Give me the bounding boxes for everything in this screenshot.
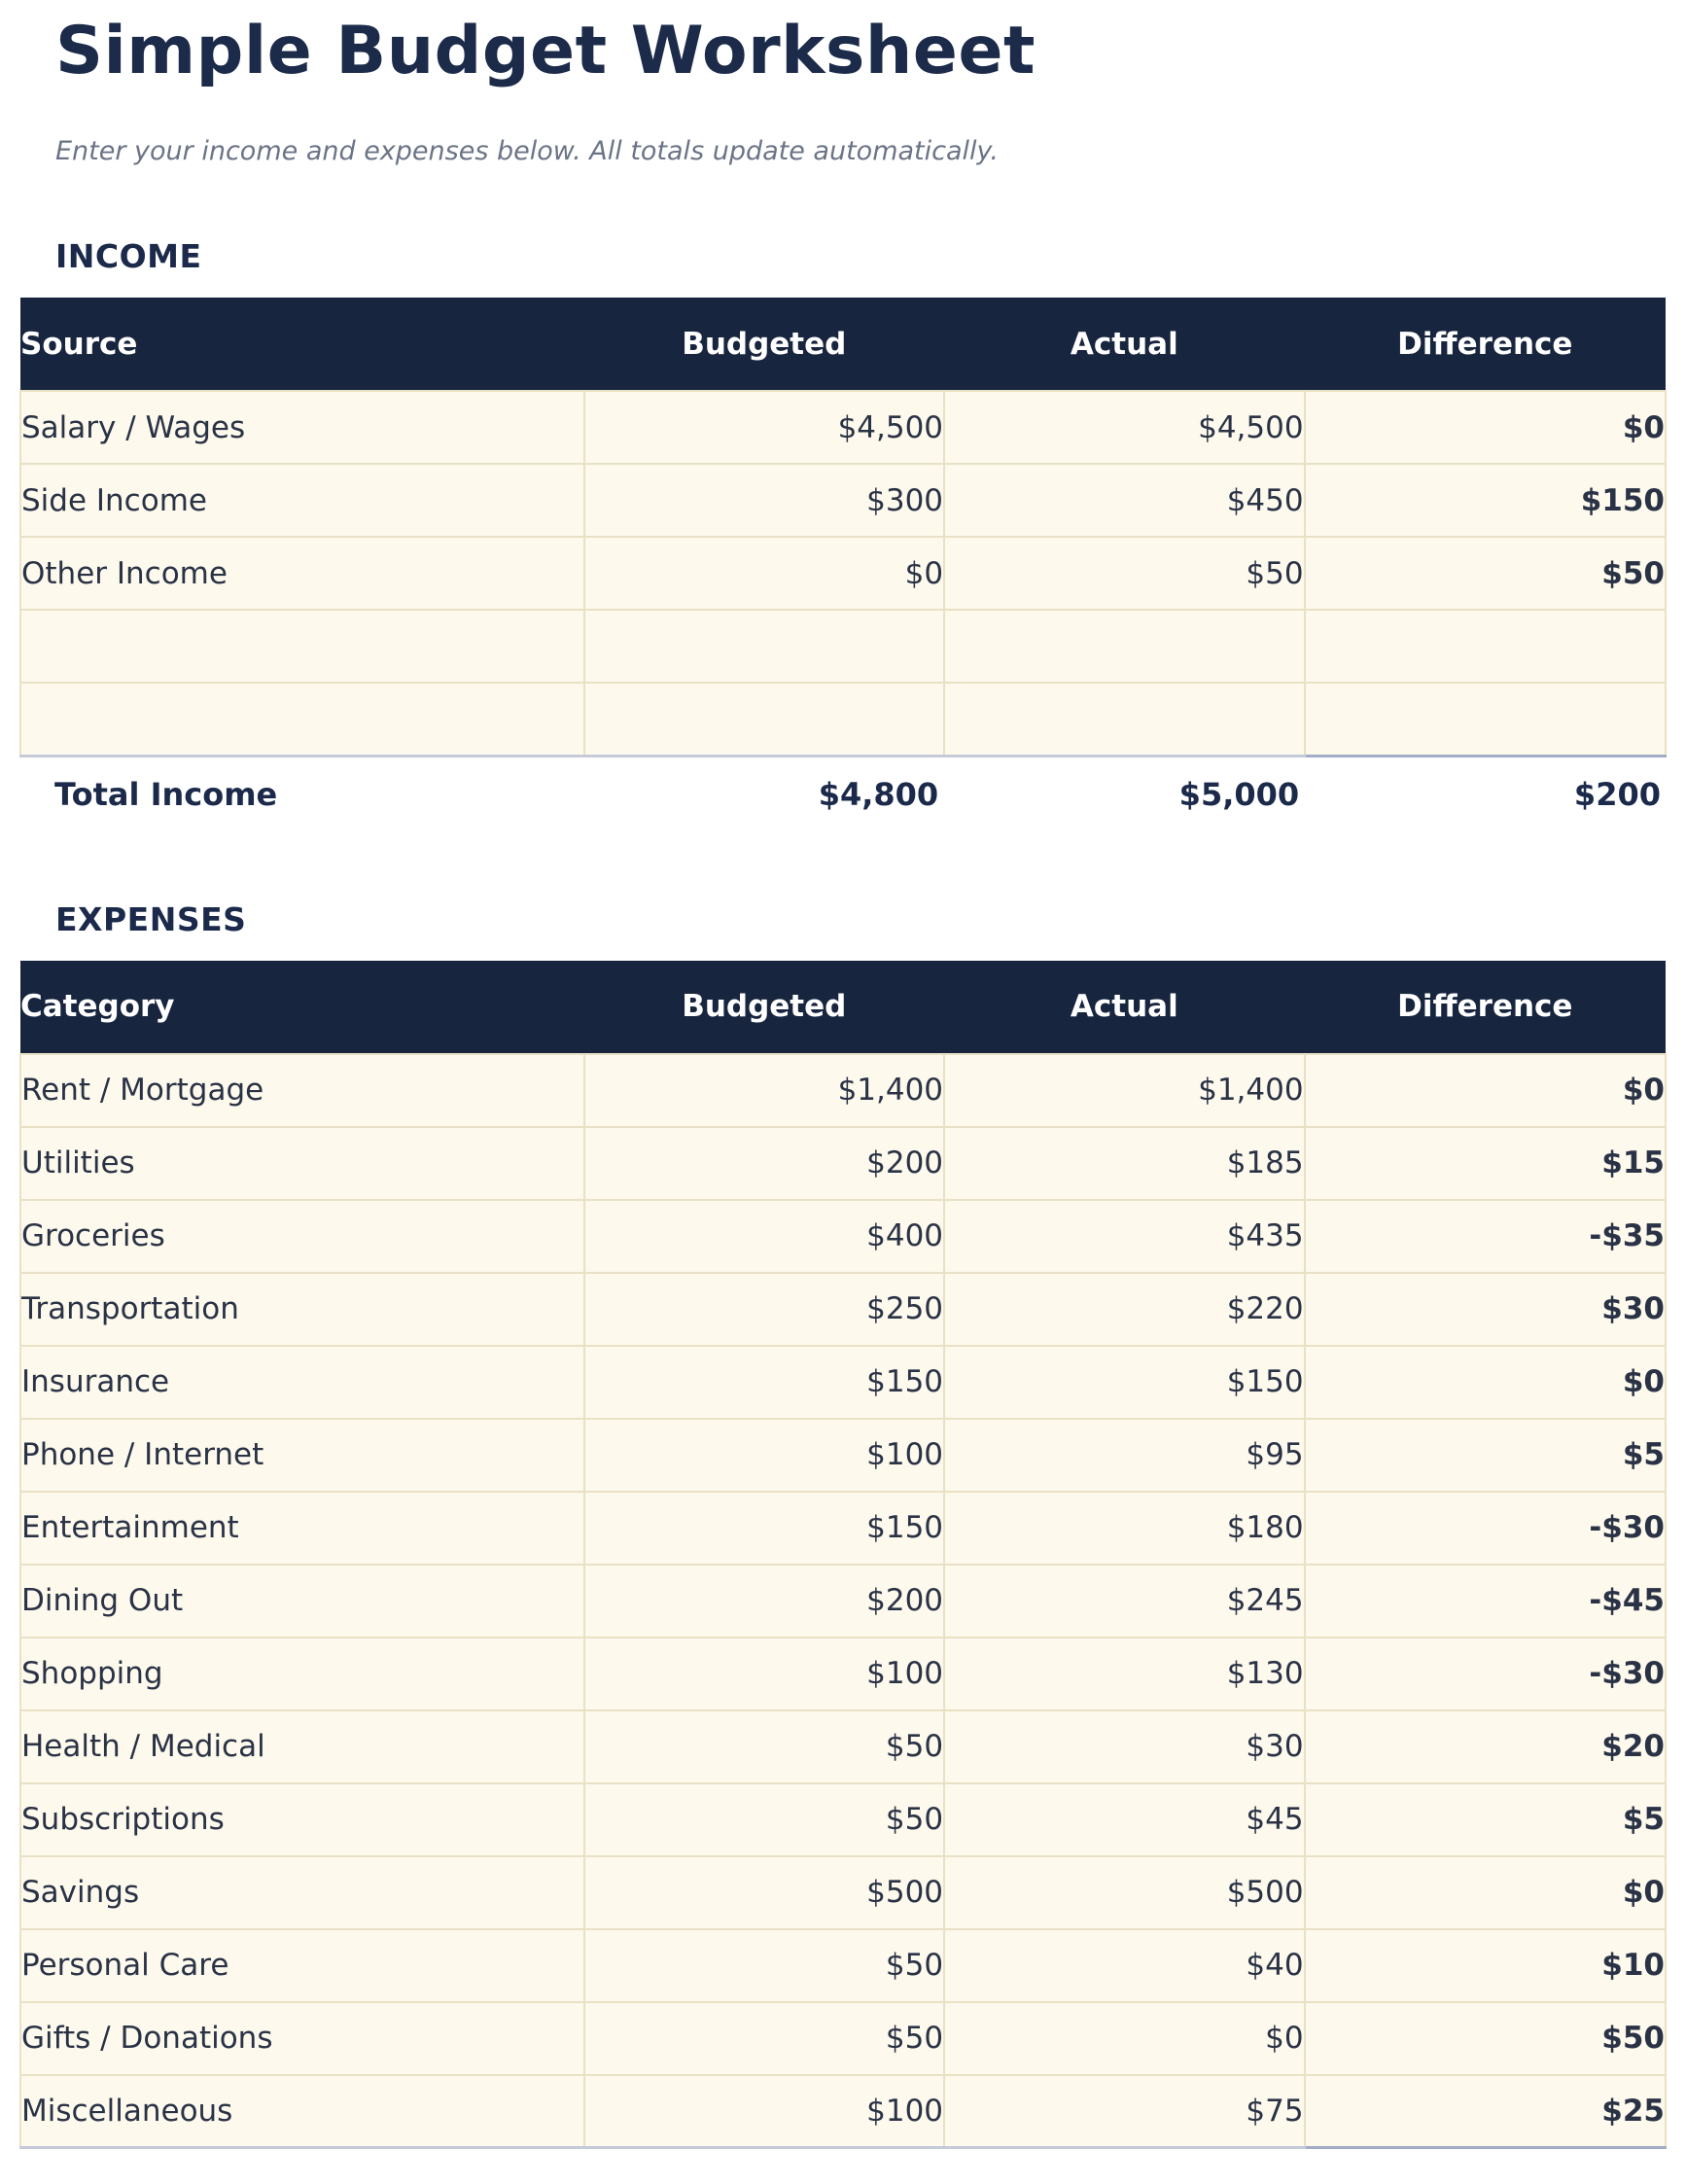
expenses-section-heading: EXPENSES bbox=[55, 899, 247, 938]
expense-category-cell[interactable]: Transportation bbox=[20, 1273, 584, 1346]
income-total-label: Total Income bbox=[54, 775, 278, 813]
income-difference-cell bbox=[1305, 610, 1666, 683]
expenses-header-actual: Actual bbox=[944, 961, 1305, 1054]
expense-budgeted-cell[interactable]: $1,400 bbox=[584, 1054, 945, 1127]
income-actual-cell[interactable]: $450 bbox=[944, 464, 1305, 537]
expense-budgeted-cell[interactable]: $250 bbox=[584, 1273, 945, 1346]
expense-category-cell[interactable]: Utilities bbox=[20, 1127, 584, 1200]
expense-actual-cell[interactable]: $245 bbox=[944, 1565, 1305, 1638]
expense-difference-cell: $20 bbox=[1305, 1710, 1666, 1783]
income-budgeted-cell[interactable]: $4,500 bbox=[584, 391, 945, 464]
expense-row bbox=[20, 1492, 1666, 1565]
expense-difference-cell: $25 bbox=[1305, 2075, 1666, 2148]
expense-actual-cell[interactable]: $30 bbox=[944, 1710, 1305, 1783]
expense-category-cell[interactable]: Insurance bbox=[20, 1346, 584, 1419]
expense-row bbox=[20, 2075, 1666, 2148]
income-row bbox=[20, 537, 1666, 610]
income-table bbox=[19, 298, 1667, 757]
expense-row bbox=[20, 1419, 1666, 1492]
expense-difference-cell: -$30 bbox=[1305, 1492, 1666, 1565]
expense-difference-cell: $5 bbox=[1305, 1419, 1666, 1492]
income-source-cell[interactable]: Salary / Wages bbox=[20, 391, 584, 464]
expense-difference-cell: $50 bbox=[1305, 2002, 1666, 2075]
expense-difference-cell: $15 bbox=[1305, 1127, 1666, 1200]
expense-difference-cell: $5 bbox=[1305, 1783, 1666, 1856]
income-difference-cell: $50 bbox=[1305, 537, 1666, 610]
income-header-difference: Difference bbox=[1305, 298, 1666, 391]
income-header-source: Source bbox=[20, 298, 584, 391]
income-row bbox=[20, 391, 1666, 464]
expense-budgeted-cell[interactable]: $50 bbox=[584, 2002, 945, 2075]
expenses-header-category: Category bbox=[20, 961, 584, 1054]
expense-category-cell[interactable]: Groceries bbox=[20, 1200, 584, 1273]
expense-difference-cell: $0 bbox=[1305, 1346, 1666, 1419]
income-source-cell[interactable] bbox=[20, 610, 584, 683]
expense-budgeted-cell[interactable]: $50 bbox=[584, 1929, 945, 2002]
expense-row bbox=[20, 1127, 1666, 1200]
expense-budgeted-cell[interactable]: $100 bbox=[584, 1419, 945, 1492]
expense-row bbox=[20, 1710, 1666, 1783]
income-actual-cell[interactable] bbox=[944, 610, 1305, 683]
expense-row bbox=[20, 1054, 1666, 1127]
expense-row bbox=[20, 1856, 1666, 1929]
expense-difference-cell: -$35 bbox=[1305, 1200, 1666, 1273]
expense-difference-cell: $0 bbox=[1305, 1856, 1666, 1929]
expense-category-cell[interactable]: Personal Care bbox=[20, 1929, 584, 2002]
income-header-row bbox=[20, 298, 1666, 391]
expense-budgeted-cell[interactable]: $150 bbox=[584, 1346, 945, 1419]
expense-difference-cell: $30 bbox=[1305, 1273, 1666, 1346]
income-row bbox=[20, 464, 1666, 537]
expense-category-cell[interactable]: Health / Medical bbox=[20, 1710, 584, 1783]
expense-actual-cell[interactable]: $185 bbox=[944, 1127, 1305, 1200]
budget-worksheet-page bbox=[0, 10, 1686, 2184]
expense-actual-cell[interactable]: $180 bbox=[944, 1492, 1305, 1565]
expense-category-cell[interactable]: Shopping bbox=[20, 1638, 584, 1710]
income-source-cell[interactable] bbox=[20, 683, 584, 756]
income-budgeted-cell[interactable]: $300 bbox=[584, 464, 945, 537]
income-source-cell[interactable]: Other Income bbox=[20, 537, 584, 610]
expense-row bbox=[20, 2002, 1666, 2075]
expense-actual-cell[interactable]: $0 bbox=[944, 2002, 1305, 2075]
expense-budgeted-cell[interactable]: $500 bbox=[584, 1856, 945, 1929]
income-budgeted-cell[interactable] bbox=[584, 683, 945, 756]
income-total-row bbox=[19, 757, 1667, 831]
expense-actual-cell[interactable]: $500 bbox=[944, 1856, 1305, 1929]
expense-actual-cell[interactable]: $45 bbox=[944, 1783, 1305, 1856]
income-total-actual: $5,000 bbox=[1178, 775, 1300, 813]
expense-budgeted-cell[interactable]: $400 bbox=[584, 1200, 945, 1273]
income-difference-cell bbox=[1305, 683, 1666, 756]
income-difference-cell: $150 bbox=[1305, 464, 1666, 537]
expenses-header-row bbox=[20, 961, 1666, 1054]
income-difference-cell: $0 bbox=[1305, 391, 1666, 464]
expense-row bbox=[20, 1783, 1666, 1856]
expense-actual-cell[interactable]: $220 bbox=[944, 1273, 1305, 1346]
expense-budgeted-cell[interactable]: $150 bbox=[584, 1492, 945, 1565]
income-row-empty bbox=[20, 610, 1666, 683]
income-budgeted-cell[interactable] bbox=[584, 610, 945, 683]
expense-difference-cell: $0 bbox=[1305, 1054, 1666, 1127]
income-actual-cell[interactable]: $4,500 bbox=[944, 391, 1305, 464]
income-row-empty bbox=[20, 683, 1666, 756]
income-actual-cell[interactable]: $50 bbox=[944, 537, 1305, 610]
expense-category-cell[interactable]: Miscellaneous bbox=[20, 2075, 584, 2148]
expense-budgeted-cell[interactable]: $50 bbox=[584, 1783, 945, 1856]
expense-category-cell[interactable]: Gifts / Donations bbox=[20, 2002, 584, 2075]
expense-category-cell[interactable]: Savings bbox=[20, 1856, 584, 1929]
expense-category-cell[interactable]: Dining Out bbox=[20, 1565, 584, 1638]
expense-row bbox=[20, 1929, 1666, 2002]
page-subtitle: Enter your income and expenses below. All totals update automatically. bbox=[55, 136, 999, 166]
income-actual-cell[interactable] bbox=[944, 683, 1305, 756]
expense-category-cell[interactable]: Entertainment bbox=[20, 1492, 584, 1565]
expense-row bbox=[20, 1273, 1666, 1346]
income-budgeted-cell[interactable]: $0 bbox=[584, 537, 945, 610]
expense-budgeted-cell[interactable]: $200 bbox=[584, 1127, 945, 1200]
expense-actual-cell[interactable]: $1,400 bbox=[944, 1054, 1305, 1127]
expenses-header-difference: Difference bbox=[1305, 961, 1666, 1054]
expense-difference-cell: $10 bbox=[1305, 1929, 1666, 2002]
expense-budgeted-cell[interactable]: $50 bbox=[584, 1710, 945, 1783]
expense-budgeted-cell[interactable]: $100 bbox=[584, 2075, 945, 2148]
income-section-heading: INCOME bbox=[55, 236, 202, 275]
expense-category-cell[interactable]: Rent / Mortgage bbox=[20, 1054, 584, 1127]
expense-difference-cell: -$30 bbox=[1305, 1638, 1666, 1710]
expense-category-cell[interactable]: Phone / Internet bbox=[20, 1419, 584, 1492]
expense-actual-cell[interactable]: $130 bbox=[944, 1638, 1305, 1710]
income-total-budgeted: $4,800 bbox=[818, 775, 939, 813]
expenses-table bbox=[19, 961, 1667, 2150]
income-header-actual: Actual bbox=[944, 298, 1305, 391]
expense-actual-cell[interactable]: $150 bbox=[944, 1346, 1305, 1419]
income-header-budgeted: Budgeted bbox=[584, 298, 945, 391]
expense-budgeted-cell[interactable]: $100 bbox=[584, 1638, 945, 1710]
expense-budgeted-cell[interactable]: $200 bbox=[584, 1565, 945, 1638]
income-source-cell[interactable]: Side Income bbox=[20, 464, 584, 537]
expense-row bbox=[20, 1565, 1666, 1638]
expense-difference-cell: -$45 bbox=[1305, 1565, 1666, 1638]
expenses-header-budgeted: Budgeted bbox=[584, 961, 945, 1054]
expense-row bbox=[20, 1638, 1666, 1710]
expense-row bbox=[20, 1346, 1666, 1419]
expense-actual-cell[interactable]: $75 bbox=[944, 2075, 1305, 2148]
expense-category-cell[interactable]: Subscriptions bbox=[20, 1783, 584, 1856]
expense-actual-cell[interactable]: $95 bbox=[944, 1419, 1305, 1492]
page-title: Simple Budget Worksheet bbox=[55, 13, 1036, 89]
expense-actual-cell[interactable]: $40 bbox=[944, 1929, 1305, 2002]
expense-actual-cell[interactable]: $435 bbox=[944, 1200, 1305, 1273]
income-total-difference: $200 bbox=[1573, 775, 1661, 813]
expense-row bbox=[20, 1200, 1666, 1273]
